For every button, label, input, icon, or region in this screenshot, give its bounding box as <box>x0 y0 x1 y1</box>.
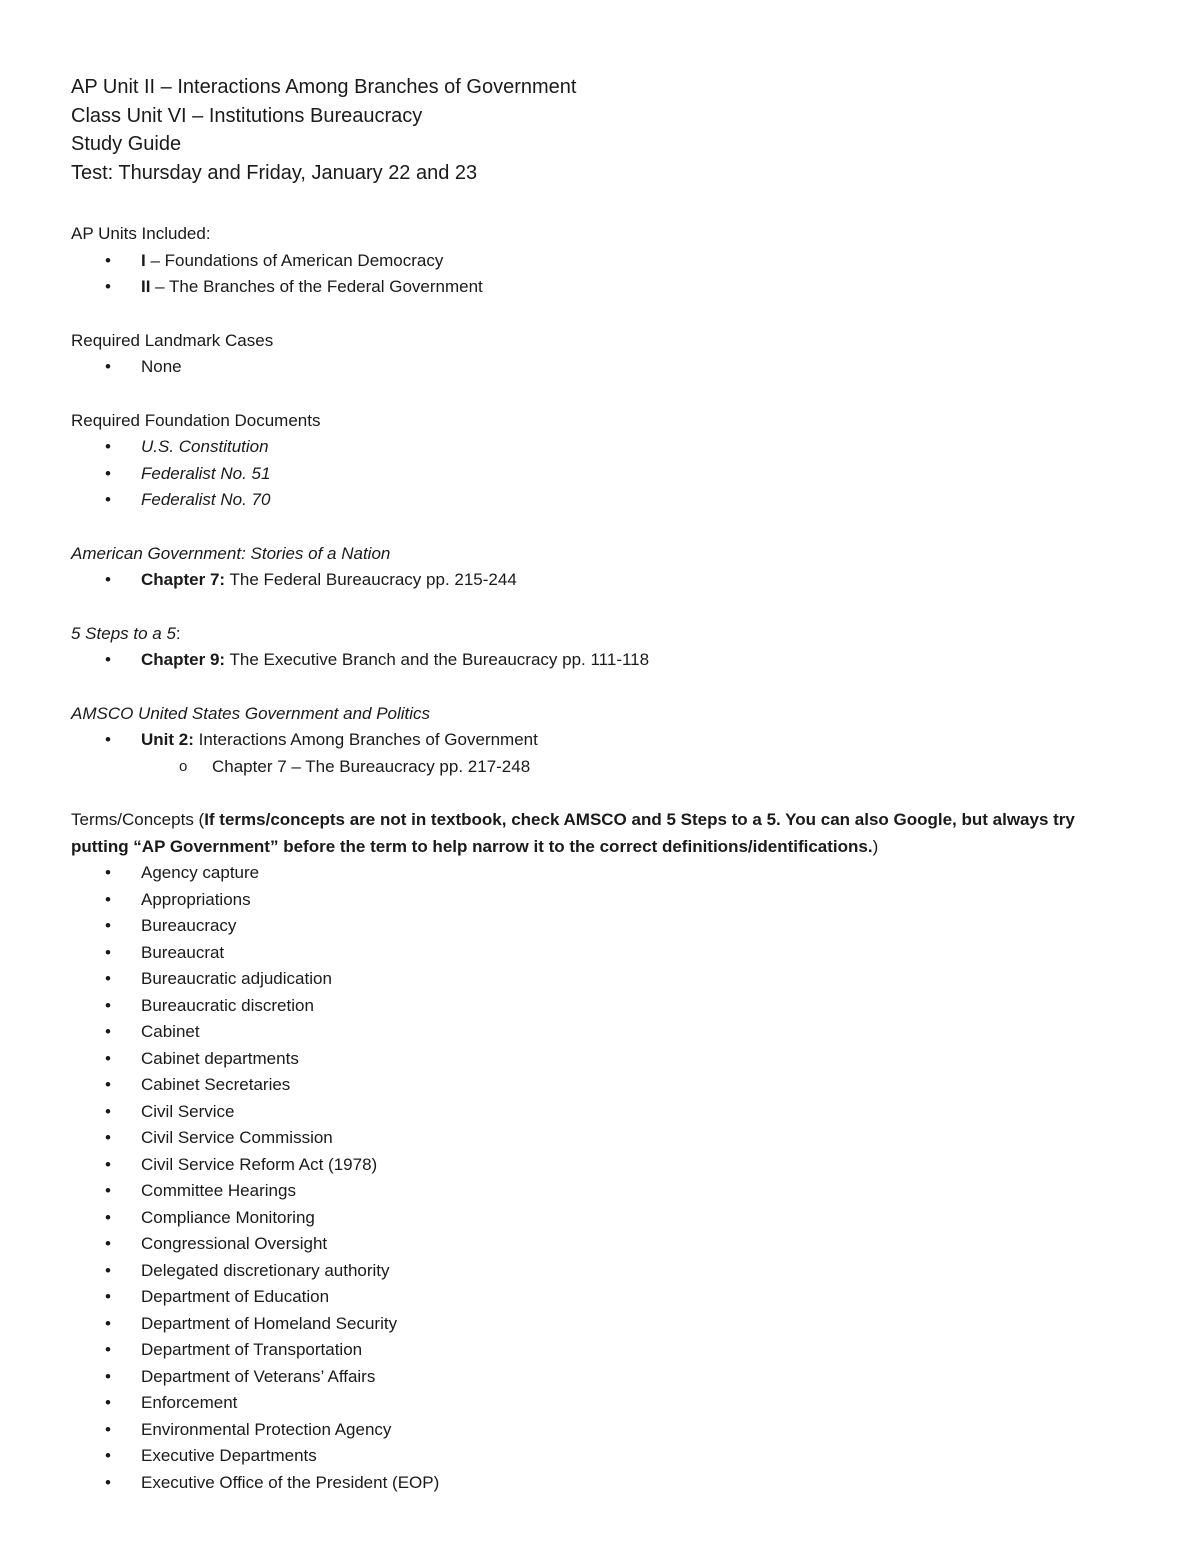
term-text: Executive Departments <box>141 1446 317 1465</box>
list-item <box>71 966 1140 993</box>
chapter-text: The Executive Branch and the Bureaucracy pp. 111-118 <box>225 650 650 669</box>
textbook-stories-list <box>71 567 1140 594</box>
term-text: Compliance Monitoring <box>141 1207 315 1227</box>
landmark-cases-label: Required Landmark Cases <box>71 330 274 350</box>
term-text: Cabinet departments <box>141 1048 299 1068</box>
unit-number: Unit 2: <box>141 730 194 749</box>
document-header <box>71 73 1140 187</box>
bullet-icon: • <box>105 1075 111 1094</box>
ap-units-list <box>71 248 1140 301</box>
term-text: Cabinet <box>141 1022 200 1041</box>
term-text: Cabinet Secretaries <box>141 1075 291 1094</box>
term-text: Enforcement <box>141 1393 238 1412</box>
chapter-text: The Federal Bureaucracy pp. 215-244 <box>225 570 517 589</box>
term-text: Environmental Protection Agency <box>141 1419 392 1439</box>
textbook-amsco-section <box>71 701 1140 781</box>
bullet-icon: • <box>105 1446 111 1465</box>
unit-number: I <box>141 250 146 270</box>
document-title: U.S. Constitution <box>141 437 269 456</box>
header-study-guide: Study Guide <box>71 133 182 155</box>
foundation-docs-label: Required Foundation Documents <box>71 410 321 430</box>
list-item <box>71 248 1140 275</box>
bullet-icon: • <box>105 995 111 1015</box>
list-item <box>71 1152 1140 1179</box>
list-item <box>71 940 1140 967</box>
bullet-icon: • <box>105 730 111 749</box>
term-text: Congressional Oversight <box>141 1234 328 1253</box>
sub-chapter-text: Chapter 7 – The Bureaucracy pp. 217-248 <box>212 756 531 776</box>
list-item <box>71 567 1140 594</box>
case-text: None <box>141 357 182 376</box>
term-text: Committee Hearings <box>141 1181 296 1200</box>
list-item <box>71 727 1140 754</box>
bullet-icon: • <box>105 1022 111 1041</box>
bullet-icon: • <box>105 357 111 376</box>
textbook-amsco-label: AMSCO United States Government and Politics <box>71 703 431 723</box>
ap-units-label: AP Units Included: <box>71 224 211 243</box>
term-text: Bureaucrat <box>141 942 225 962</box>
bullet-icon: • <box>105 1181 111 1200</box>
document-title: Federalist No. 70 <box>141 490 271 509</box>
term-text: Department of Homeland Security <box>141 1313 398 1333</box>
terms-section <box>71 807 1140 1496</box>
bullet-icon: • <box>105 650 111 669</box>
list-item <box>71 1019 1140 1046</box>
term-text: Executive Office of the President (EOP) <box>141 1472 440 1492</box>
foundation-docs-section <box>71 408 1140 514</box>
list-item <box>71 1390 1140 1417</box>
list-item <box>71 1125 1140 1152</box>
list-item <box>71 1178 1140 1205</box>
unit-text: Interactions Among Branches of Government <box>193 730 538 749</box>
list-item <box>71 1258 1140 1285</box>
terms-intro <box>71 807 1081 860</box>
landmark-cases-list <box>71 354 1140 381</box>
unit-text: – Foundations of American Democracy <box>145 250 444 270</box>
list-item <box>71 354 1140 381</box>
bullet-icon: • <box>105 1207 111 1227</box>
list-item <box>71 461 1140 488</box>
list-item <box>71 860 1140 887</box>
textbook-5steps-list <box>71 647 1140 674</box>
header-test-date: Test: Thursday and Friday, January 22 and 23 <box>71 161 478 184</box>
bullet-icon: • <box>105 863 111 882</box>
unit-number: II <box>141 277 151 296</box>
list-item <box>71 1364 1140 1391</box>
terms-list <box>71 860 1140 1496</box>
list-item <box>71 647 1140 674</box>
list-item <box>71 1099 1140 1126</box>
bullet-icon: • <box>105 1340 111 1359</box>
bullet-icon: • <box>105 942 111 962</box>
term-text: Appropriations <box>141 889 251 909</box>
term-text: Bureaucratic discretion <box>141 995 314 1015</box>
list-item <box>71 887 1140 914</box>
bullet-icon: • <box>105 1366 111 1386</box>
document-title: Federalist No. 51 <box>141 463 271 483</box>
bullet-icon: • <box>105 1287 111 1306</box>
landmark-cases-section <box>71 328 1140 381</box>
bullet-icon: • <box>105 916 111 935</box>
sub-list-item <box>71 754 1140 781</box>
list-item <box>71 993 1140 1020</box>
textbook-amsco-list <box>71 727 1140 754</box>
term-text: Bureaucratic adjudication <box>141 969 332 988</box>
bullet-icon: • <box>105 1313 111 1333</box>
unit-text: – The Branches of the Federal Government <box>150 277 483 296</box>
term-text: Agency capture <box>141 863 260 882</box>
chapter-number: Chapter 7: <box>141 570 226 589</box>
term-text: Civil Service Commission <box>141 1128 333 1147</box>
terms-intro-start: Terms/Concepts ( <box>71 810 205 829</box>
bullet-icon: • <box>105 1101 111 1121</box>
bullet-icon: • <box>105 1128 111 1147</box>
terms-intro-note: If terms/concepts are not in textbook, check AMSCO and 5 Steps to a 5. You can also Google, but always try putting “AP Government” before the term to help narrow it to the correct definitions/identifications. <box>71 810 1075 856</box>
bullet-icon: • <box>105 1260 111 1280</box>
bullet-icon: • <box>105 250 111 270</box>
term-text: Civil Service <box>141 1101 235 1121</box>
list-item <box>71 1072 1140 1099</box>
term-text: Department of Education <box>141 1287 330 1306</box>
textbook-amsco-sublist <box>71 754 1140 781</box>
bullet-icon: • <box>105 1048 111 1068</box>
textbook-5steps-section <box>71 621 1140 674</box>
header-class-unit: Class Unit VI – Institutions Bureaucracy <box>71 104 423 127</box>
bullet-icon: • <box>105 889 111 909</box>
bullet-icon: • <box>105 1393 111 1412</box>
list-item <box>71 1284 1140 1311</box>
term-text: Department of Transportation <box>141 1340 363 1359</box>
list-item <box>71 1337 1140 1364</box>
list-item <box>71 1231 1140 1258</box>
list-item <box>71 434 1140 461</box>
header-title: AP Unit II – Interactions Among Branches of Government <box>71 76 577 98</box>
bullet-icon: • <box>105 1419 111 1439</box>
foundation-docs-list <box>71 434 1140 514</box>
list-item <box>71 1046 1140 1073</box>
bullet-icon: • <box>105 969 111 988</box>
list-item <box>71 487 1140 514</box>
list-item <box>71 913 1140 940</box>
bullet-icon: • <box>105 570 111 589</box>
term-text: Delegated discretionary authority <box>141 1260 390 1280</box>
bullet-icon: • <box>105 277 111 296</box>
bullet-icon: • <box>105 490 111 509</box>
bullet-icon: • <box>105 1472 111 1492</box>
terms-intro-end: ) <box>872 836 879 856</box>
term-text: Department of Veterans’ Affairs <box>141 1366 376 1386</box>
textbook-stories-label: American Government: Stories of a Nation <box>71 543 391 563</box>
list-item <box>71 1205 1140 1232</box>
bullet-icon: • <box>105 1234 111 1253</box>
bullet-icon: • <box>105 1154 111 1174</box>
list-item <box>71 1417 1140 1444</box>
bullet-icon: • <box>105 437 111 456</box>
term-text: Civil Service Reform Act (1978) <box>141 1154 378 1174</box>
label-colon: : <box>175 623 181 643</box>
textbook-5steps-title: 5 Steps to a 5 <box>71 623 176 643</box>
sub-bullet-icon: o <box>179 757 188 775</box>
chapter-number: Chapter 9: <box>141 650 226 669</box>
list-item <box>71 1443 1140 1470</box>
ap-units-section <box>71 221 1140 301</box>
term-text: Bureaucracy <box>141 916 237 935</box>
textbook-5steps-label <box>71 621 1140 648</box>
list-item <box>71 1470 1140 1497</box>
list-item <box>71 1311 1140 1338</box>
textbook-stories-section <box>71 541 1140 594</box>
bullet-icon: • <box>105 463 111 483</box>
list-item <box>71 274 1140 301</box>
